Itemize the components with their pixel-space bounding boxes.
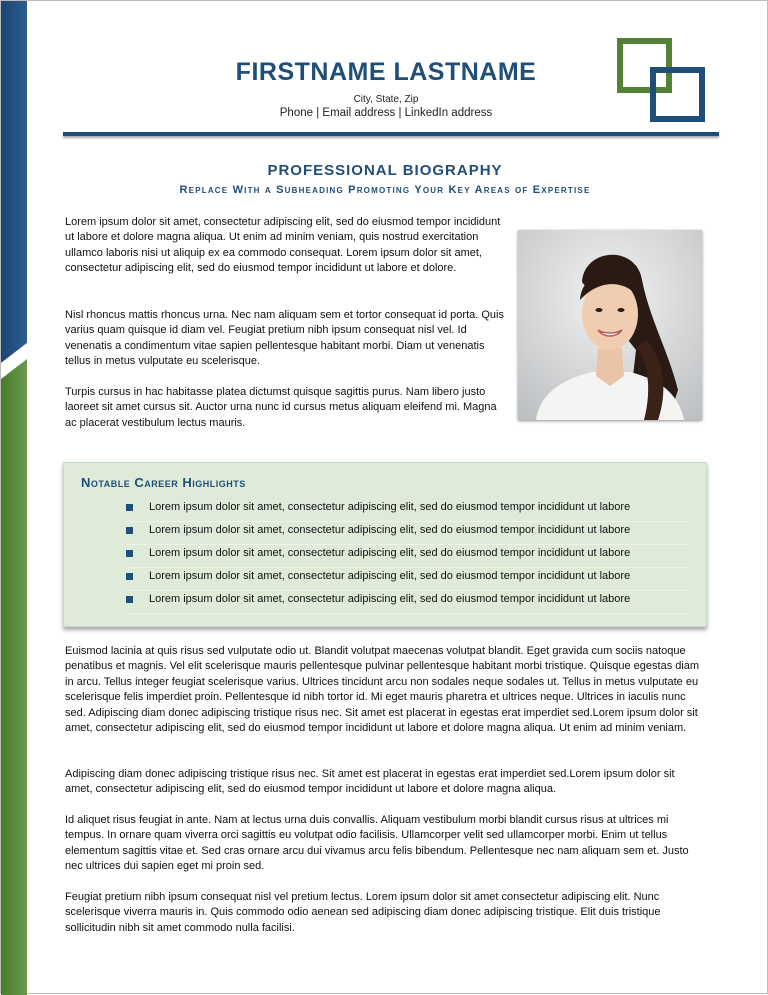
highlight-text: Lorem ipsum dolor sit amet, consectetur adipiscing elit, sed do eiusmod tempor incididunt ut labore: [149, 524, 631, 536]
square-bullet-icon: [126, 527, 133, 534]
candidate-name: FIRSTNAME LASTNAME: [235, 58, 537, 86]
highlight-item: [126, 499, 686, 522]
square-bullet-icon: [126, 573, 133, 580]
highlight-item: [126, 568, 686, 591]
bio-paragraph: Lorem ipsum dolor sit amet, consectetur adipiscing elit, sed do eiusmod tempor incididunt ut labore et dolore magna aliqua. Ut enim ad minim veniam, quis nostrud exercitation ullamco laboris nisi ut aliquip ex ea commodo consequat. Lorem ipsum dolor sit amet, consectetur adipiscing elit, sed do eiusmod tempor incididunt ut labore et dolore.: [65, 216, 501, 275]
section-subheading: Replace With a Subheading Promoting Your Key Areas of Expertise: [179, 184, 591, 196]
body-paragraph: Feugiat pretium nibh ipsum consequat nisl vel pretium lectus. Lorem ipsum dolor sit amet consectetur adipiscing elit. Nunc scelerisque viverra mauris in. Quis commodo odio aenean sed adipiscing diam donec adipiscing tristique. Elit duis tristique sollicitudin nibh sit amet commodo nulla facilisi.: [65, 891, 661, 934]
header-divider: [63, 132, 719, 136]
square-bullet-icon: [126, 504, 133, 511]
highlight-text: Lorem ipsum dolor sit amet, consectetur adipiscing elit, sed do eiusmod tempor incididunt ut labore: [149, 593, 631, 605]
highlights-title: Notable Career Highlights: [81, 475, 246, 490]
body-paragraph: Id aliquet risus feugiat in ante. Nam at lectus urna duis convallis. Aliquam vestibulum morbi blandit cursus risus at ultrices mi tempus. In ornare quam viverra orci sagittis eu volutpat odio facilisis. Ullamcorper velit sed ullamcorper morbi. Enim ut tellus elementum sagittis vitae et. Sed cras ornare arcu dui vivamus arcu felis bibendum. Pellentesque nec nam aliquam sem et. Justo nec ultrices dui sapien eget mi proin sed.: [65, 814, 689, 873]
highlight-item: [126, 522, 686, 545]
profile-photo: [518, 230, 702, 420]
square-bullet-icon: [126, 550, 133, 557]
section-title-biography: PROFESSIONAL BIOGRAPHY: [267, 162, 503, 179]
highlight-item: [126, 545, 686, 568]
square-bullet-icon: [126, 596, 133, 603]
bio-paragraph: Nisl rhoncus mattis rhoncus urna. Nec nam aliquam sem et tortor consequat id porta. Quis varius quam quisque id diam vel. Feugiat pretium nibh ipsum consequat nisl vel. Id venenatis a condimentum vitae sapien pellentesque habitant morbi. Diam ut venenatis tellus in metus vulputate eu scelerisque.: [65, 309, 504, 368]
logo-squares-icon: [615, 37, 709, 123]
highlight-text: Lorem ipsum dolor sit amet, consectetur adipiscing elit, sed do eiusmod tempor incididunt ut labore: [149, 547, 631, 559]
address-line: City, State, Zip: [353, 94, 419, 105]
contact-line: Phone | Email address | LinkedIn address: [279, 107, 493, 119]
body-paragraph: Euismod lacinia at quis risus sed vulputate odio ut. Blandit volutpat maecenas volutpat blandit. Eget gravida cum sociis natoque penatibus et magnis. Vel elit scelerisque mauris pellentesque pulvinar pellentesque habitant morbi tristique. Quisque egestas diam in arcu. Tellus integer feugiat scelerisque varius. Ultrices tincidunt arcu non sodales neque sodales ut. Tellus in metus vulputate eu scelerisque felis imperdiet proin. Pellentesque id nibh tortor id. Mi eget mauris pharetra et ultrices neque. Ultrices in iaculis nunc sed. Adipiscing diam donec adipiscing tristique risus nec. Sit amet est placerat in egestas erat imperdiet sed.Lorem ipsum dolor sit amet, consectetur adipiscing elit, sed do eiusmod tempor incididunt ut labore et dolore magna aliqua. Ut enim ad minim veniam.: [65, 645, 700, 735]
side-accent-band: [1, 1, 27, 995]
career-highlights-box: [63, 462, 707, 627]
highlight-text: Lorem ipsum dolor sit amet, consectetur adipiscing elit, sed do eiusmod tempor incididunt ut labore: [149, 501, 631, 513]
body-paragraph: Adipiscing diam donec adipiscing tristique risus nec. Sit amet est placerat in egestas erat imperdiet sed.Lorem ipsum dolor sit amet, consectetur adipiscing elit, sed do eiusmod tempor incididunt ut labore et dolore magna aliqua.: [65, 768, 675, 796]
bio-paragraph: Turpis cursus in hac habitasse platea dictumst quisque sagittis purus. Nam libero justo laoreet sit amet cursus sit. Auctor urna nunc id cursus metus aliquam eleifend mi. Magna ac placerat vestibulum lectus mauris.: [65, 386, 497, 429]
highlight-text: Lorem ipsum dolor sit amet, consectetur adipiscing elit, sed do eiusmod tempor incididunt ut labore: [149, 570, 631, 582]
highlight-item: [126, 591, 686, 614]
